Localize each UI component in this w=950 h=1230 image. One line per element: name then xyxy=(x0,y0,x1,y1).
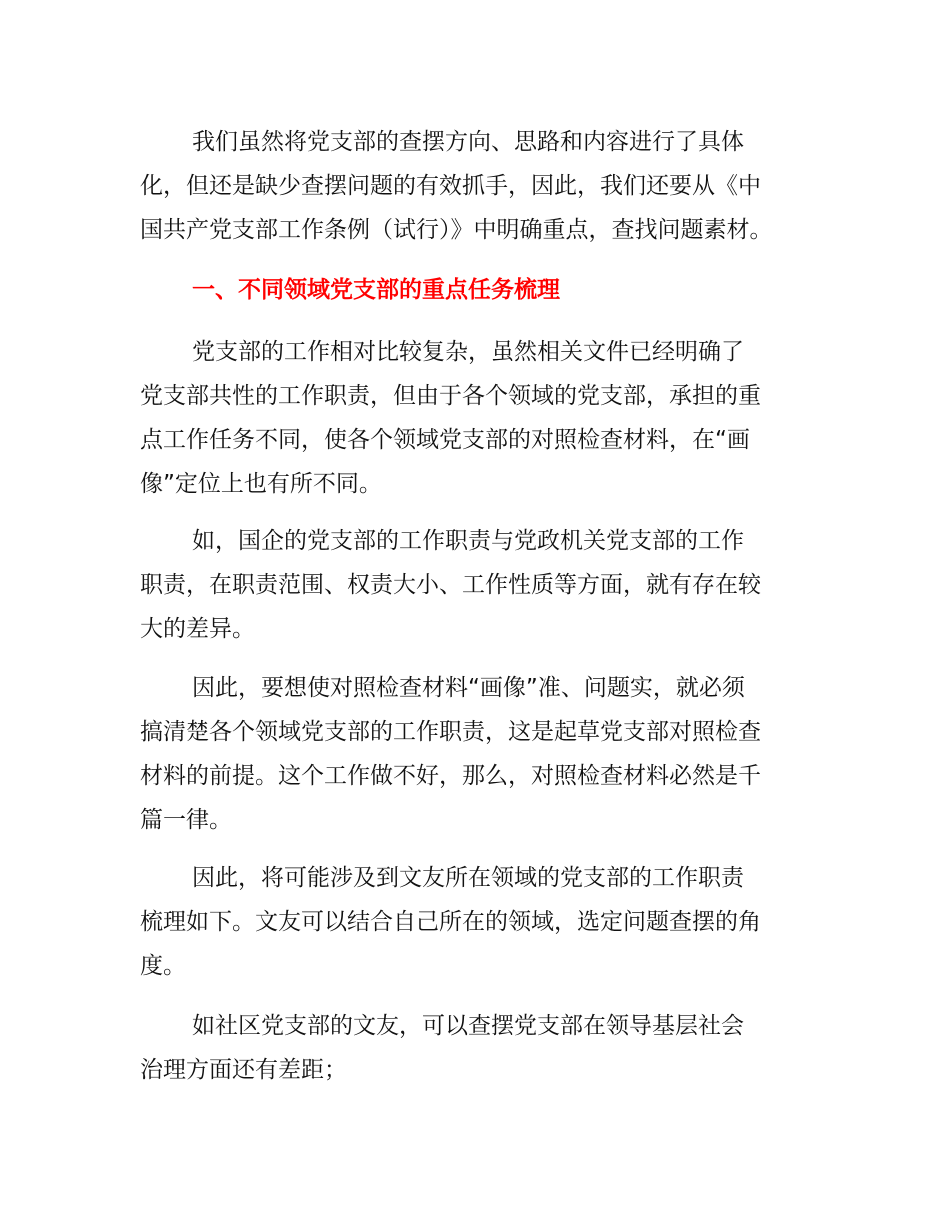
paragraph-line: 党支部的工作相对比较复杂，虽然相关文件已经明确了 xyxy=(192,339,744,365)
paragraph-premise xyxy=(140,666,820,842)
paragraph-line: 篇一律。 xyxy=(140,807,232,833)
paragraph-example xyxy=(140,519,820,651)
paragraph-summary xyxy=(140,856,820,988)
paragraph-line: 大的差异。 xyxy=(140,616,255,642)
paragraph-line: 我们虽然将党支部的查摆方向、思路和内容进行了具体 xyxy=(192,129,744,155)
paragraph-line: 如社区党支部的文友，可以查摆党支部在领导基层社会 xyxy=(192,1013,744,1039)
paragraph-community xyxy=(140,1004,820,1092)
paragraph-line: 因此，要想使对照检查材料“画像”准、问题实，就必须 xyxy=(192,675,745,701)
paragraph-line: 如，国企的党支部的工作职责与党政机关党支部的工作 xyxy=(192,528,744,554)
paragraph-duties xyxy=(140,330,820,506)
paragraph-line: 国共产党支部工作条例（试行）》中明确重点，查找问题素材。 xyxy=(140,217,773,243)
paragraph-line: 搞清楚各个领域党支部的工作职责，这是起草党支部对照检查 xyxy=(140,719,761,745)
paragraph-line: 度。 xyxy=(140,953,186,979)
paragraph-line: 像”定位上也有所不同。 xyxy=(140,471,382,497)
paragraph-intro xyxy=(140,120,820,252)
section-heading: 一、不同领域党支部的重点任务梳理 xyxy=(192,277,560,303)
paragraph-line: 点工作任务不同，使各个领域党支部的对照检查材料，在“画 xyxy=(140,427,750,453)
paragraph-line: 治理方面还有差距； xyxy=(140,1057,347,1083)
paragraph-line: 党支部共性的工作职责，但由于各个领域的党支部，承担的重 xyxy=(140,383,761,409)
paragraph-line: 材料的前提。这个工作做不好，那么，对照检查材料必然是千 xyxy=(140,763,761,789)
paragraph-line: 职责，在职责范围、权责大小、工作性质等方面，就有存在较 xyxy=(140,572,761,598)
paragraph-line: 梳理如下。文友可以结合自己所在的领域，选定问题查摆的角 xyxy=(140,909,761,935)
paragraph-line: 化，但还是缺少查摆问题的有效抓手，因此，我们还要从《中 xyxy=(140,173,761,199)
paragraph-line: 因此，将可能涉及到文友所在领域的党支部的工作职责 xyxy=(192,865,744,891)
